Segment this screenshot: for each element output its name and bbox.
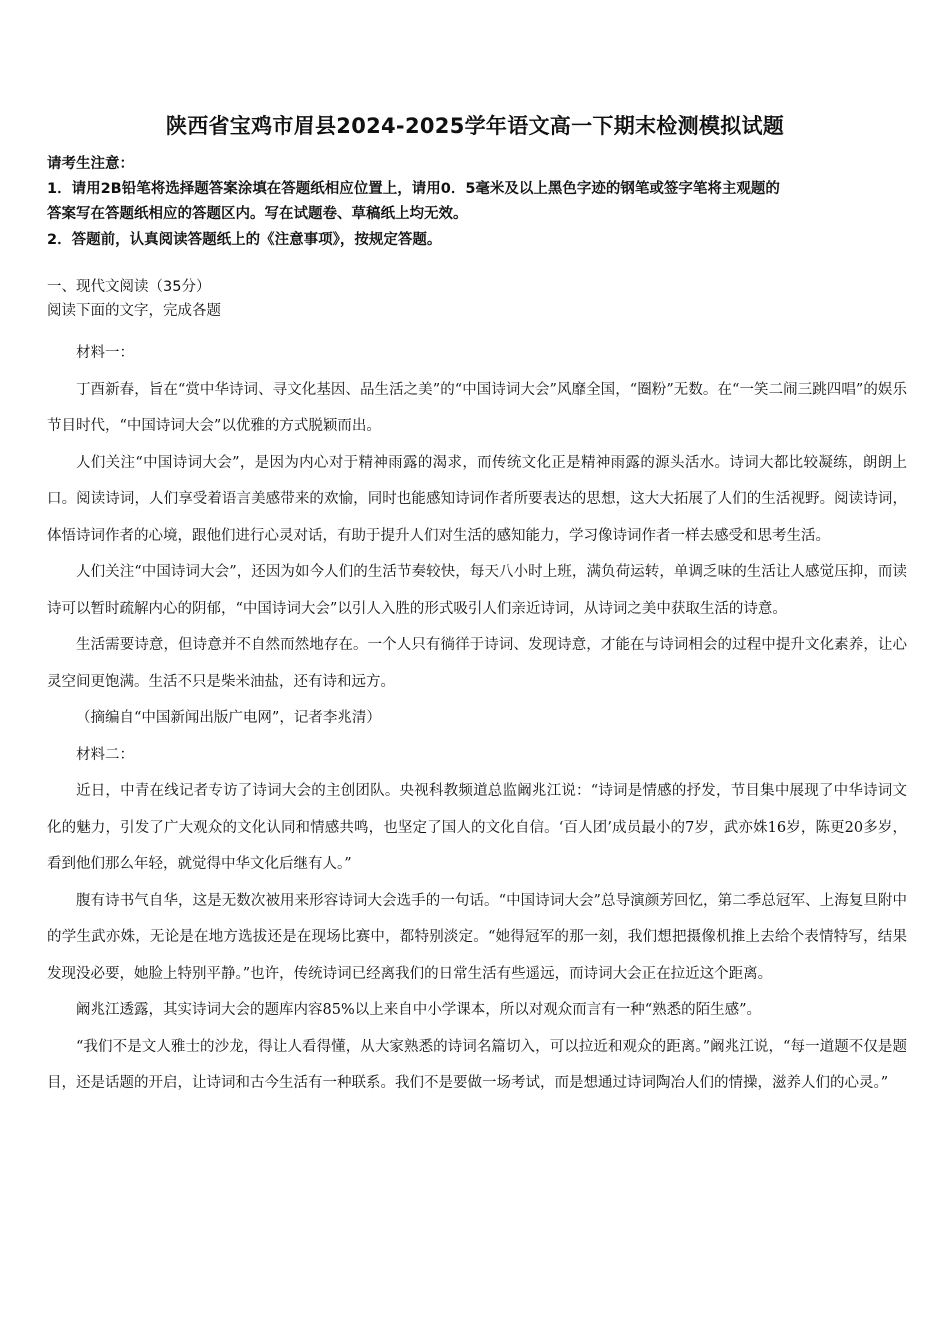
material-2-paragraph: 阚兆江透露，其实诗词大会的题库内容85%以上来自中小学课本，所以对观众而言有一种“熟悉的陌生感”。 <box>76 1002 762 1018</box>
exam-title: 陕西省宝鸡市眉县2024-2025学年语文高一下期末检测模拟试题 <box>165 114 785 138</box>
material-2-paragraph: 近日，中青在线记者专访了诗词大会的主创团队。央视科教频道总监阚兆江说：“诗词是情感的抒发，节目集中展现了中华诗词文化的魅力，引发了广大观众的文化认同和情感共鸣，也坚定了国人的文化自信。‘百人团’成员最小的7岁，武亦姝16岁，陈更20多岁，看到他们那么年轻，就觉得中华文化后继有人。” <box>47 783 907 872</box>
material-1-paragraph: 生活需要诗意，但诗意并不自然而然地存在。一个人只有徜徉于诗词、发现诗意，才能在与诗词相会的过程中提升文化素养，让心灵空间更饱满。生活不只是柴米油盐，还有诗和远方。 <box>47 637 907 690</box>
material-2-paragraph: “我们不是文人雅士的沙龙，得让人看得懂，从大家熟悉的诗词名篇切入，可以拉近和观众的距离。”阚兆江说，“每一道题不仅是题目，还是话题的开启，让诗词和古今生活有一种联系。我们不是要做一场考试，而是想通过诗词陶冶人们的情操，滋养人们的心灵。” <box>47 1038 907 1091</box>
material-1-label: 材料一： <box>76 345 134 361</box>
notice-item-2: 2．答题前，认真阅读答题纸上的《注意事项》，按规定答题。 <box>47 232 442 248</box>
material-1-paragraph: 人们关注“中国诗词大会”，是因为内心对于精神雨露的渴求，而传统文化正是精神雨露的源头活水。诗词大都比较凝练，朗朗上口。阅读诗词，人们享受着语言美感带来的欢愉，同时也能感知诗词作者所要表达的思想，这大大拓展了人们的生活视野。阅读诗词，体悟诗词作者的心境，跟他们进行心灵对话，有助于提升人们对生活的感知能力，学习像诗词作者一样去感受和思考生活。 <box>47 454 907 544</box>
material-2-label: 材料二： <box>76 746 134 763</box>
notice-heading: 请考生注意： <box>47 156 134 172</box>
notice-item-1-line-2: 答案写在答题纸相应的答题区内。写在试题卷、草稿纸上均无效。 <box>47 206 468 222</box>
section-instruction: 阅读下面的文字，完成各题 <box>47 303 221 319</box>
notice-item-1-line-1: 1．请用2B铅笔将选择题答案涂填在答题纸相应位置上，请用0．5毫米及以上黑色字迹的钢笔或签字笔将主观题的 <box>47 181 780 197</box>
material-1-paragraph: 人们关注“中国诗词大会”，还因为如今人们的生活节奏较快，每天八小时上班，满负荷运转，单调乏味的生活让人感觉压抑，而读诗可以暂时疏解内心的阴郁，“中国诗词大会”以引人入胜的形式吸引人们亲近诗词，从诗词之美中获取生活的诗意。 <box>47 564 907 617</box>
material-1-paragraph: 丁酉新春，旨在“赏中华诗词、寻文化基因、品生活之美”的“中国诗词大会”风靡全国，“圈粉”无数。在“一笑二闹三跳四唱”的娱乐节目时代，“中国诗词大会”以优雅的方式脱颖而出。 <box>47 381 907 434</box>
section-title: 一、现代文阅读（35分） <box>47 279 211 295</box>
material-1-source: （摘编自“中国新闻出版广电网”，记者李兆清） <box>76 710 381 726</box>
material-2-paragraph: 腹有诗书气自华，这是无数次被用来形容诗词大会选手的一句话。“中国诗词大会”总导演颜芳回忆，第二季总冠军、上海复旦附中的学生武亦姝，无论是在地方选拔还是在现场比赛中，都特别淡定。“她得冠军的那一刻，我们想把摄像机推上去给个表情特写，结果发现没必要，她脸上特别平静。”也许，传统诗词已经离我们的日常生活有些遥远，而诗词大会正在拉近这个距离。 <box>47 892 907 982</box>
reading-passage <box>47 335 907 1102</box>
